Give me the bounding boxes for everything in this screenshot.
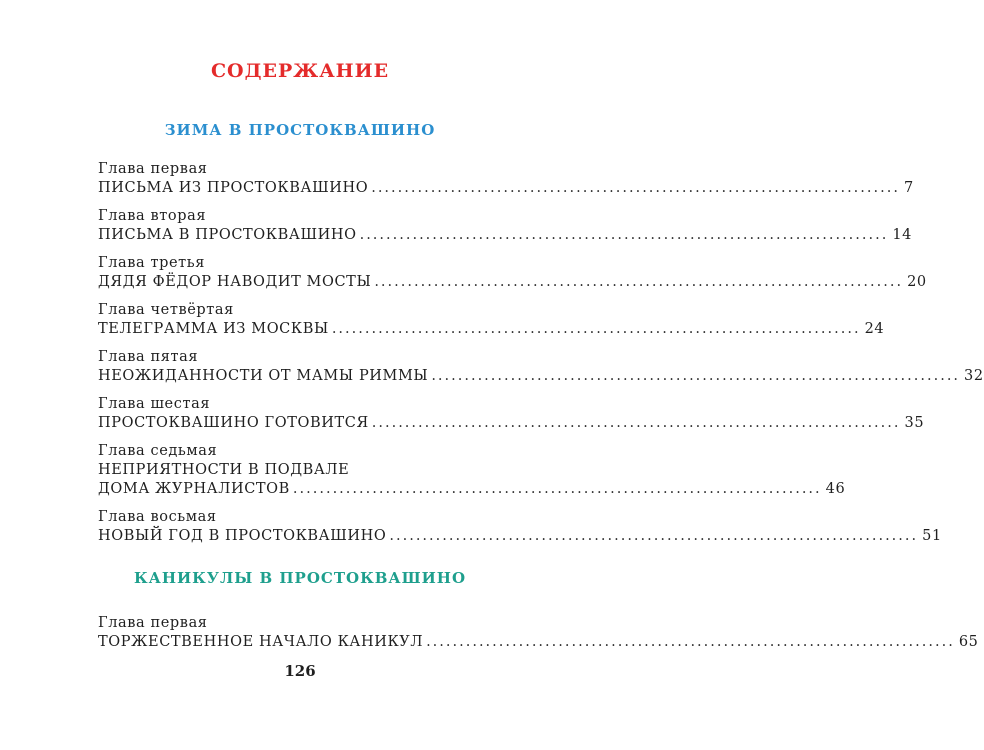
toc-entry bbox=[98, 207, 912, 245]
toc-entry bbox=[98, 395, 925, 433]
chapter-title-row bbox=[98, 414, 925, 433]
toc-entry bbox=[98, 614, 979, 652]
chapter-title: ДЯДЯ ФЁДОР НАВОДИТ МОСТЫ bbox=[98, 274, 372, 290]
chapter-label: Глава седьмая bbox=[98, 443, 218, 459]
dot-leader: ................................................................................ bbox=[431, 368, 961, 384]
toc-entry bbox=[98, 508, 942, 546]
chapter-page-number: 51 bbox=[922, 528, 942, 544]
chapter-page-number: 24 bbox=[864, 321, 885, 337]
chapter-title: ПРОСТОКВАШИНО ГОТОВИТСЯ bbox=[98, 415, 369, 431]
chapter-label: Глава первая bbox=[98, 161, 208, 177]
chapter-title: НОВЫЙ ГОД В ПРОСТОКВАШИНО bbox=[98, 528, 387, 544]
chapter-page-number: 32 bbox=[964, 368, 984, 384]
chapter-title-row bbox=[98, 226, 912, 245]
chapter-title-row bbox=[98, 273, 927, 292]
chapter-list bbox=[98, 614, 979, 661]
chapter-label: Глава четвёртая bbox=[98, 302, 234, 318]
section-title: КАНИКУЛЫ В ПРОСТОКВАШИНО bbox=[133, 569, 467, 587]
page-title: СОДЕРЖАНИЕ bbox=[210, 60, 390, 82]
chapter-title: ТОРЖЕСТВЕННОЕ НАЧАЛО КАНИКУЛ bbox=[98, 634, 424, 650]
chapter-title: НЕОЖИДАННОСТИ ОТ МАМЫ РИММЫ bbox=[98, 368, 429, 384]
chapter-title: ТЕЛЕГРАММА ИЗ МОСКВЫ bbox=[98, 321, 329, 337]
chapter-title-row bbox=[98, 480, 846, 499]
chapter-label: Глава восьмая bbox=[98, 509, 217, 525]
chapter-page-number: 20 bbox=[907, 274, 927, 290]
chapter-label: Глава первая bbox=[98, 615, 208, 631]
page-number: 126 bbox=[284, 662, 316, 680]
toc-entry bbox=[98, 442, 846, 499]
chapter-title: ДОМА ЖУРНАЛИСТОВ bbox=[98, 481, 290, 497]
toc-entry bbox=[98, 254, 927, 292]
chapter-list bbox=[98, 160, 984, 555]
chapter-title-row bbox=[98, 320, 885, 339]
chapter-label: Глава шестая bbox=[98, 396, 211, 412]
chapter-title-row bbox=[98, 527, 942, 546]
dot-leader: ................................................................................ bbox=[359, 227, 889, 243]
chapter-page-number: 46 bbox=[825, 481, 846, 497]
dot-leader: ................................................................................ bbox=[371, 415, 901, 431]
dot-leader: ................................................................................ bbox=[331, 321, 861, 337]
chapter-title-row bbox=[98, 367, 984, 386]
dot-leader: ................................................................................ bbox=[426, 634, 955, 650]
chapter-page-number: 7 bbox=[903, 180, 914, 196]
chapter-title: ПИСЬМА В ПРОСТОКВАШИНО bbox=[98, 227, 357, 243]
chapter-title-row bbox=[98, 179, 914, 198]
chapter-page-number: 65 bbox=[958, 634, 979, 650]
section-title: ЗИМА В ПРОСТОКВАШИНО bbox=[164, 121, 436, 139]
chapter-page-number: 14 bbox=[892, 227, 912, 243]
chapter-title: НЕПРИЯТНОСТИ В ПОДВАЛЕ bbox=[98, 462, 350, 478]
chapter-page-number: 35 bbox=[904, 415, 925, 431]
dot-leader: ................................................................................ bbox=[371, 180, 900, 196]
dot-leader: ................................................................................ bbox=[374, 274, 904, 290]
chapter-title-row bbox=[98, 633, 979, 652]
toc-entry bbox=[98, 160, 914, 198]
chapter-label: Глава пятая bbox=[98, 349, 199, 365]
toc-entry bbox=[98, 348, 984, 386]
dot-leader: ................................................................................ bbox=[389, 528, 919, 544]
toc-entry bbox=[98, 301, 885, 339]
chapter-label: Глава третья bbox=[98, 255, 206, 271]
dot-leader: ................................................................................ bbox=[292, 481, 822, 497]
chapter-title: ПИСЬМА ИЗ ПРОСТОКВАШИНО bbox=[98, 180, 369, 196]
chapter-label: Глава вторая bbox=[98, 208, 207, 224]
